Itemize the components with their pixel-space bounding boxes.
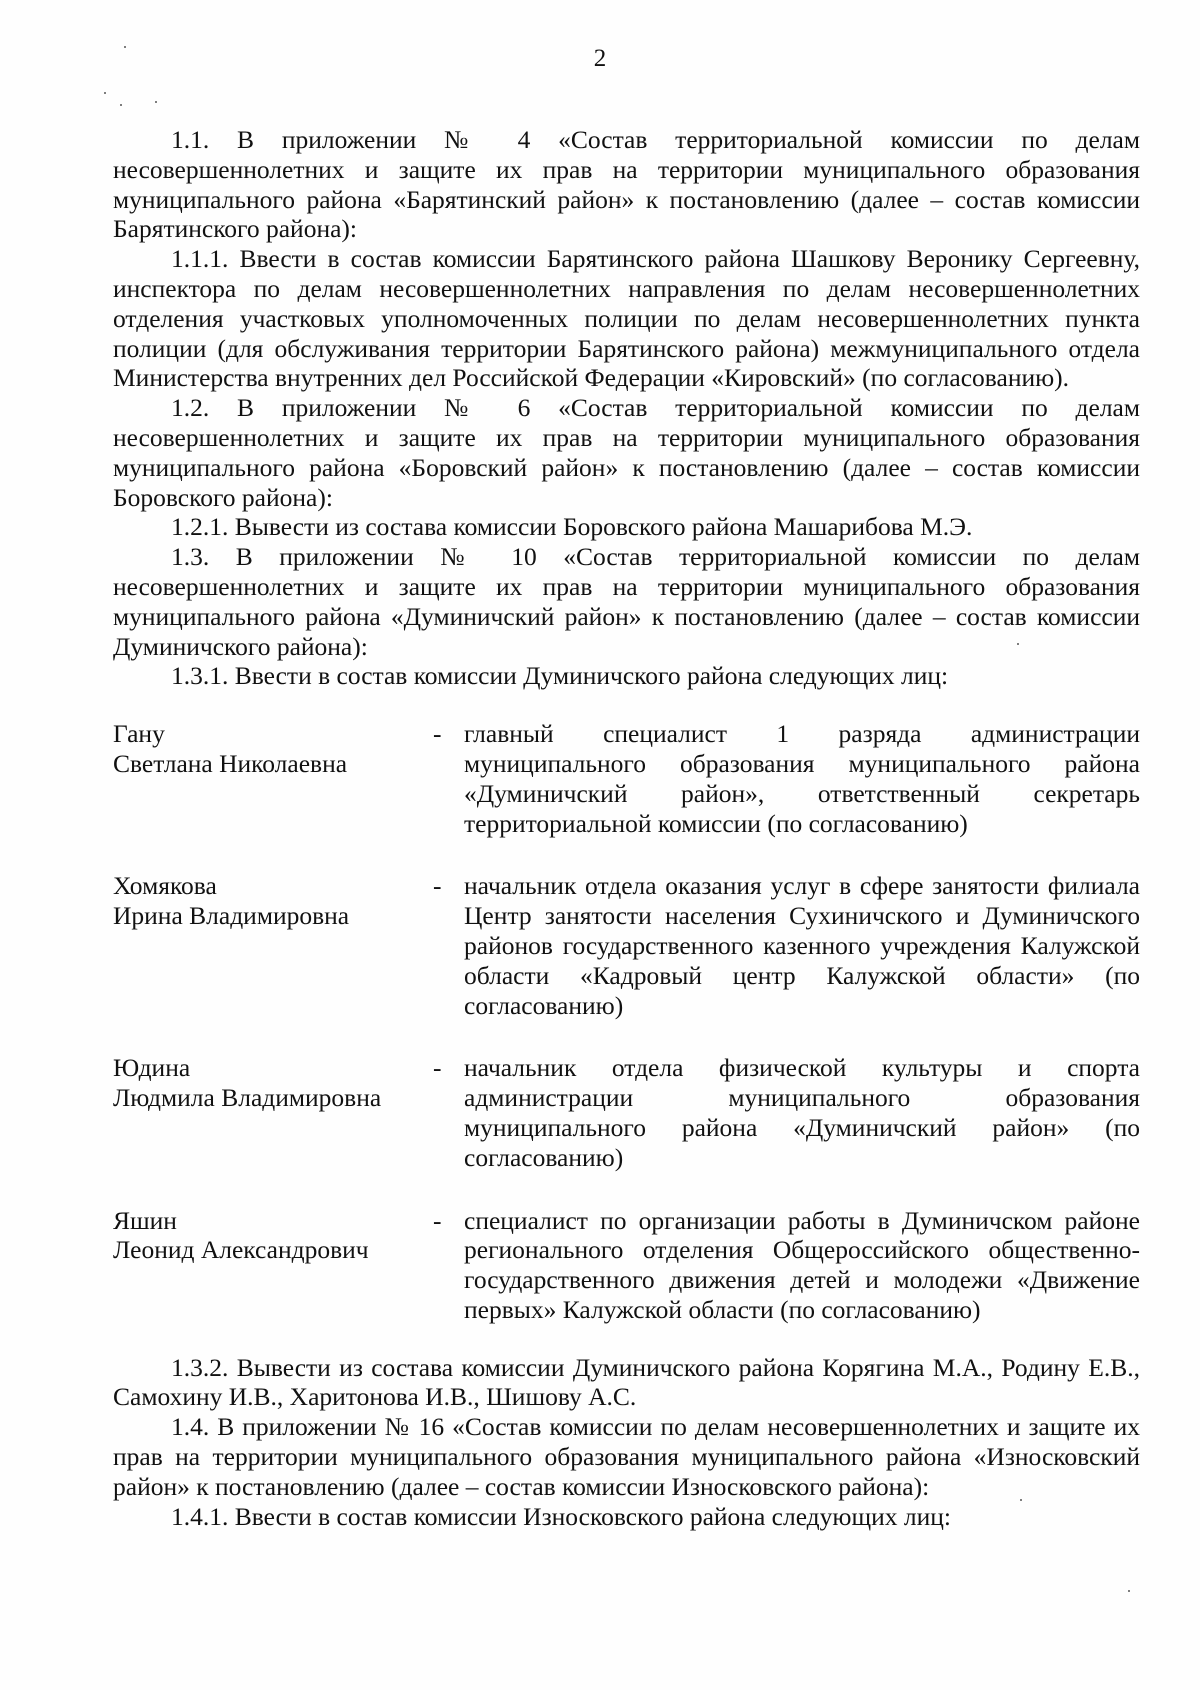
member-given-names: Ирина Владимировна xyxy=(113,901,350,931)
member-dash: - xyxy=(433,1053,442,1083)
member-role: специалист по организации работы в Думиничском районе регионального отделения Общероссийского общественно-государственного движения детей и молодежи «Движение первых» Калужской области (по согласованию) xyxy=(464,1205,1140,1324)
paragraph-1-1-1: 1.1.1. Ввести в состав комиссии Барятинского района Шашкову Веронику Сергеевну, инспектора по делам несовершеннолетних направления по делам несовершеннолетних отделения участковых уполномоченных полиции по делам несовершеннолетних пункта полиции (для обслуживания территории Барятинского района) межмуниципального отдела Министерства внутренних дел Российской Федерации «Кировский» (по согласованию). xyxy=(113,244,1140,393)
page-number: 2 xyxy=(593,45,607,72)
member-given-names: Людмила Владимировна xyxy=(113,1083,382,1113)
member-given-names: Леонид Александрович xyxy=(113,1235,369,1265)
scan-speck xyxy=(120,104,122,106)
paragraph-1-2-1: 1.2.1. Вывести из состава комиссии Боровского района Машарибова М.Э. xyxy=(171,512,973,542)
members-list xyxy=(113,719,1140,1325)
paragraph-1-2: 1.2. В приложении № 6 «Состав территориальной комиссии по делам несовершеннолетних и защите их прав на территории муниципального образования муниципального района «Боровский район» к постановлению (далее – состав комиссии Боровского района): xyxy=(113,393,1140,512)
scan-speck xyxy=(124,46,126,48)
paragraph-1-3-1: 1.3.1. Ввести в состав комиссии Думиничского района следующих лиц: xyxy=(171,661,949,691)
member-role: начальник отдела оказания услуг в сфере занятости филиала Центр занятости населения Сухиничского и Думиничского районов государственного казенного учреждения Калужской области «Кадровый центр Калужской области» (по согласованию) xyxy=(464,871,1140,1020)
paragraph-1-4: 1.4. В приложении № 16 «Состав комиссии по делам несовершеннолетних и защите их прав на территории муниципального образования муниципального района «Износковский район» к постановлению (далее – состав комиссии Износковского района): xyxy=(113,1412,1140,1501)
member-name xyxy=(113,871,431,1020)
paragraph-1-1: 1.1. В приложении № 4 «Состав территориальной комиссии по делам несовершеннолетних и защите их прав на территории муниципального образования муниципального района «Барятинский район» к постановлению (далее – состав комиссии Барятинского района): xyxy=(113,125,1140,244)
member-entry xyxy=(113,1053,1140,1172)
scan-speck xyxy=(155,101,157,103)
member-entry xyxy=(113,1206,1140,1325)
member-given-names: Светлана Николаевна xyxy=(113,748,348,778)
member-role: главный специалист 1 разряда администрации муниципального образования муниципального района «Думиничский район», ответственный секретарь территориальной комиссии (по согласованию) xyxy=(464,719,1140,838)
paragraph-1-3-2: 1.3.2. Вывести из состава комиссии Думиничского района Корягина М.А., Родину Е.В., Самохину И.В., Харитонова И.В., Шишову А.С. xyxy=(113,1352,1140,1412)
member-dash: - xyxy=(433,719,442,749)
document-body xyxy=(113,125,1140,1531)
scan-speck xyxy=(104,92,106,94)
paragraph-1-3: 1.3. В приложении № 10 «Состав территориальной комиссии по делам несовершеннолетних и защите их прав на территории муниципального образования муниципального района «Думиничский район» к постановлению (далее – состав комиссии Думиничского района): xyxy=(113,542,1140,661)
member-role: начальник отдела физической культуры и спорта администрации муниципального образования муниципального района «Думиничский район» (по согласованию) xyxy=(464,1053,1140,1172)
member-dash: - xyxy=(433,1205,442,1235)
member-surname: Яшин xyxy=(113,1205,177,1235)
member-name xyxy=(113,1053,431,1172)
member-dash: - xyxy=(433,871,442,901)
member-entry xyxy=(113,719,1140,838)
member-surname: Хомякова xyxy=(113,871,217,901)
member-surname: Гану xyxy=(113,719,165,749)
scan-speck xyxy=(1128,1590,1130,1592)
member-surname: Юдина xyxy=(113,1053,191,1083)
member-entry xyxy=(113,871,1140,1020)
member-name xyxy=(113,1206,431,1325)
paragraph-1-4-1: 1.4.1. Ввести в состав комиссии Износковского района следующих лиц: xyxy=(171,1501,951,1531)
member-name xyxy=(113,719,431,838)
